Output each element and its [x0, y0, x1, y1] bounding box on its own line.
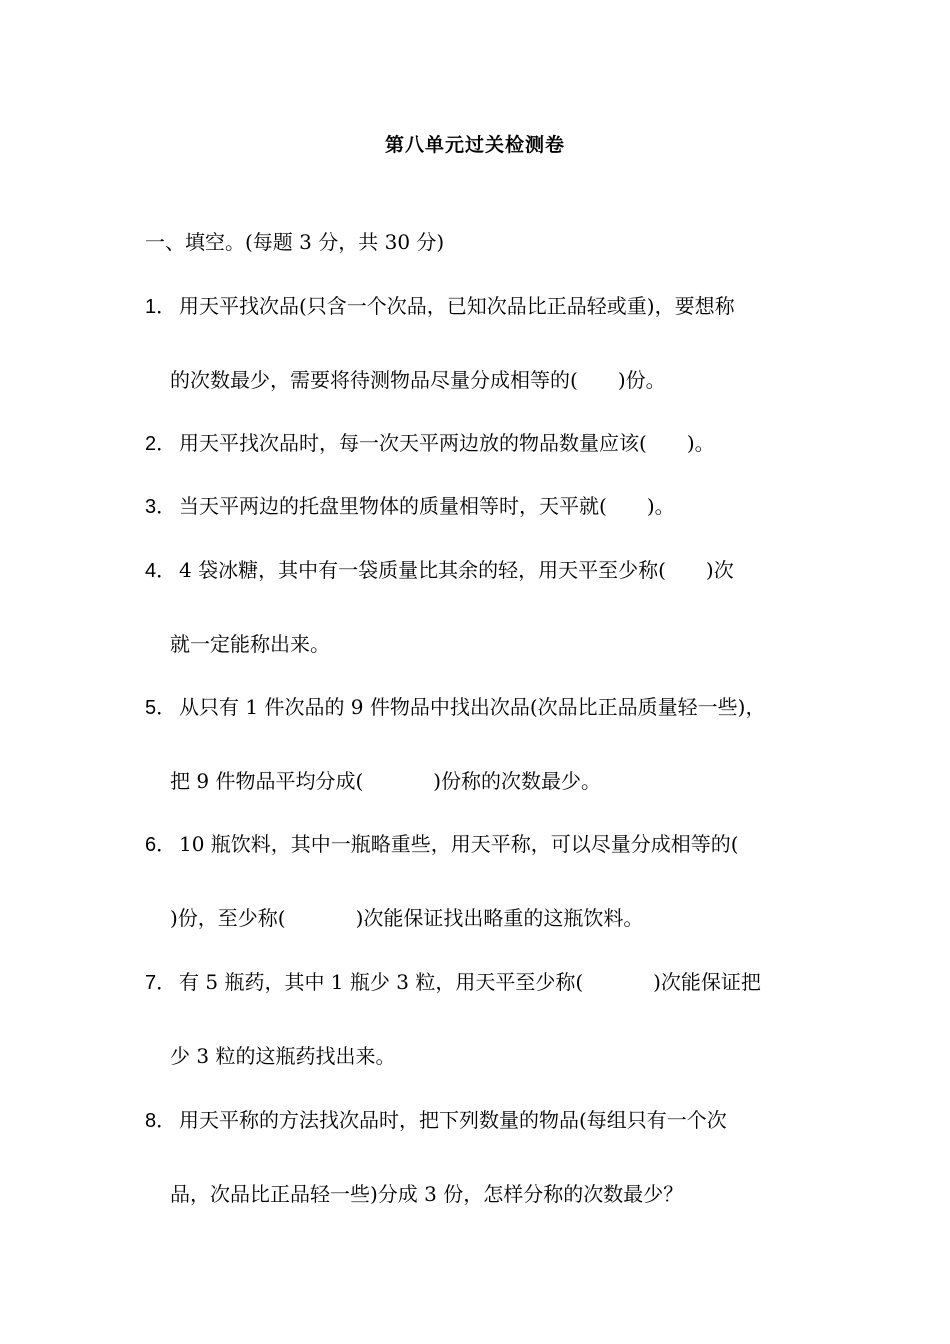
question-7-continued: 少 3 粒的这瓶药找出来。 [170, 1044, 396, 1068]
question-text: 用天平找次品时，每一次天平两边放的物品数量应该( [179, 431, 647, 455]
question-text: 把 9 件物品平均分成( [170, 769, 364, 793]
page-title: 第八单元过关检测卷 [384, 134, 565, 156]
question-text: )。 [686, 431, 715, 455]
question-3 [145, 492, 675, 521]
question-text: 的次数最少，需要将待测物品尽量分成相等的( [170, 368, 578, 392]
question-number: 8． [145, 1110, 177, 1132]
question-8-continued: 品，次品比正品轻一些)分成 3 份，怎样分称的次数最少？ [170, 1182, 684, 1206]
question-8 [145, 1106, 727, 1135]
question-5 [145, 693, 765, 722]
question-1-continued [170, 366, 666, 394]
question-text: 用天平称的方法找次品时，把下列数量的物品(每组只有一个次 [179, 1108, 727, 1132]
question-number: 5． [145, 697, 177, 719]
question-7 [145, 968, 761, 997]
question-number: 2． [145, 433, 177, 455]
question-6 [145, 830, 739, 859]
question-text: )次能保证把 [653, 970, 761, 994]
question-2 [145, 429, 715, 458]
question-1 [145, 292, 735, 321]
question-text: )。 [646, 494, 675, 518]
question-text: 10 瓶饮料，其中一瓶略重些，用天平称，可以尽量分成相等的( [179, 832, 739, 856]
question-number: 6． [145, 834, 177, 856]
question-text: 当天平两边的托盘里物体的质量相等时，天平就( [179, 494, 607, 518]
question-text: 有 5 瓶药，其中 1 瓶少 3 粒，用天平至少称( [179, 970, 584, 994]
question-5-continued [170, 767, 601, 795]
question-text: 用天平找次品(只含一个次品，已知次品比正品轻或重)，要想称 [179, 294, 735, 318]
question-text: 从只有 1 件次品的 9 件物品中找出次品(次品比正品质量轻一些)， [179, 695, 766, 719]
question-4 [145, 556, 734, 585]
question-4-continued: 就一定能称出来。 [170, 632, 330, 656]
question-number: 4． [145, 560, 177, 582]
question-text: )次能保证找出略重的这瓶饮料。 [355, 906, 644, 930]
question-number: 7． [145, 972, 177, 994]
section-heading: 一、填空。(每题 3 分，共 30 分) [145, 230, 445, 254]
question-text: )份，至少称( [170, 906, 286, 930]
question-number: 1． [145, 296, 177, 318]
question-number: 3． [145, 496, 177, 518]
question-text: )份称的次数最少。 [433, 769, 602, 793]
question-6-continued [170, 904, 643, 932]
question-text: )份。 [617, 368, 666, 392]
question-text: )次 [705, 558, 734, 582]
question-text: 4 袋冰糖，其中有一袋质量比其余的轻，用天平至少称( [179, 558, 666, 582]
